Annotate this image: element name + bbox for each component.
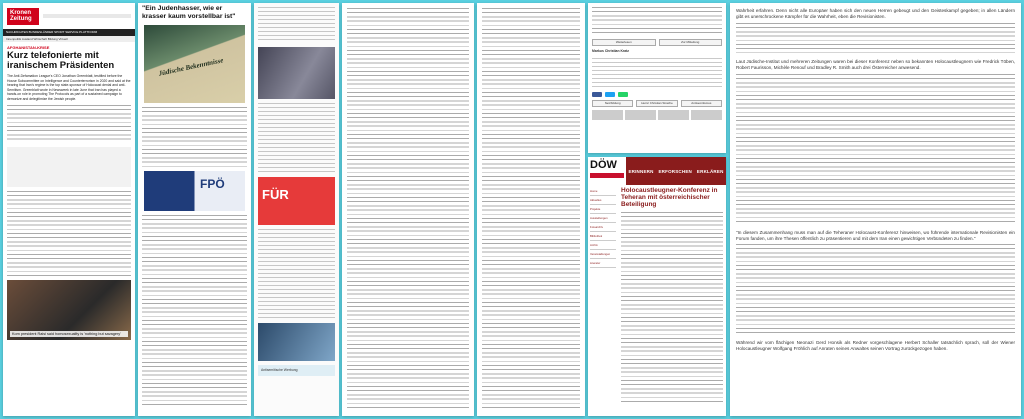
- shop-item[interactable]: [691, 110, 722, 120]
- article-kicker: AFGHANISTAN-KRISE: [7, 45, 50, 50]
- sidebar-item[interactable]: Bibliothek: [590, 232, 616, 241]
- twitter-icon[interactable]: [605, 92, 615, 97]
- krone-logo[interactable]: Kronen Zeitung: [7, 8, 39, 25]
- fpoe-label: FPÖ: [200, 177, 225, 191]
- sidebar-item[interactable]: Ausstellungen: [590, 214, 616, 223]
- panel2-text: [142, 107, 247, 167]
- tag-2[interactable]: Heinz Christian Strache: [636, 100, 677, 107]
- fpoe-poster: [258, 177, 335, 225]
- whatsapp-icon[interactable]: [618, 92, 628, 97]
- dow-article-body: [621, 212, 723, 402]
- message-button[interactable]: Zur Mitteilung: [659, 39, 723, 46]
- article-panel-6: [588, 3, 726, 153]
- nav-erforschen[interactable]: ERFORSCHEN: [658, 168, 692, 174]
- shop-item[interactable]: [592, 110, 623, 120]
- sidebar-item[interactable]: Literatur: [590, 259, 616, 268]
- p8-text-block-3: [736, 244, 1015, 334]
- facebook-icon[interactable]: [592, 92, 602, 97]
- panel2-text-2: [142, 215, 247, 405]
- dow-page-panel: [588, 157, 726, 416]
- fpoe-image: [144, 171, 245, 211]
- dow-nav: [626, 157, 726, 185]
- sidebar-item[interactable]: Projekte: [590, 205, 616, 214]
- panel5-text: [482, 8, 580, 408]
- p8-intro: Wahrheit erfahren. Denn nicht alle Europäer haben sich den neuen Herren gebeugt und den Geisteskampf gegeben; in allen Ländern gibt es unerschrockene Kämpfer für die Wahrheit, eben die Revisionisten.: [736, 8, 1015, 19]
- article-panel-2: [138, 3, 251, 416]
- tag-1[interactable]: Netzbildung: [592, 100, 633, 107]
- dow-article-title: Holocaustleugner-Konferenz in Teheran mit österreichischer Beteiligung: [621, 187, 718, 208]
- p8-end: Während wir vom flächigen Neonazi Gerd Honsik als Redner vorgeschlagene Herbert Schaller tatsächlich sprach, soll der Wiener Holocaustleugner Wolfgang Fröhlich auf Anraten seines Anwaltes seinen Vortrag zurückgezogen haben.: [736, 340, 1015, 352]
- info-box-text: Antisemitische Werbung: [261, 368, 298, 372]
- panel2-headline: "Ein Judenhasser, wie er krasser kaum vorstellbar ist": [142, 5, 236, 20]
- p8-text-block: [736, 23, 1015, 53]
- nav-erinnern[interactable]: ERINNERN: [628, 168, 654, 174]
- book-cover-image: [144, 25, 245, 103]
- shop-item[interactable]: [625, 110, 656, 120]
- tag-3[interactable]: Antisemitismus: [681, 100, 722, 107]
- panel3-text-2: [258, 103, 335, 173]
- article-panel-3: [254, 3, 339, 416]
- sidebar-item[interactable]: Fotoarchiv: [590, 223, 616, 232]
- poster-text: FÜR: [262, 187, 289, 202]
- article-panel-5: [477, 3, 585, 416]
- article-body-text: [7, 105, 131, 143]
- shop-item[interactable]: [658, 110, 689, 120]
- article-headline: Kurz telefonierte mit iranischem Präsidenten: [7, 50, 115, 71]
- image-caption: Kom president Raisi said homosexuality is 'nothing but savagery': [10, 331, 128, 337]
- video-thumbnail[interactable]: [258, 47, 335, 99]
- article-lead: The Anti-Defamation League's CEO Jonathan Greenblatt, testified before the House Subcommittee on Intelligence and Counterterrorism in 2020 and said at the hearing that Iran's regime is the top state-sponsor of Holocaust denial and anti-Semitism. Greenblatt wrote in Newsweek in late June that Iran has played a hands-on role in promoting The Protocols as part of a sustained campaign to demonize and delegitimize the Jewish people.: [7, 74, 131, 101]
- author-bio: [592, 58, 722, 88]
- panel3-text: [258, 7, 335, 43]
- article-panel-4: [342, 3, 474, 416]
- info-box: [258, 365, 335, 376]
- krone-article-panel: [3, 3, 135, 416]
- article-panel-8: [730, 3, 1021, 416]
- panel6-text: [592, 7, 722, 35]
- nav-erklaeren[interactable]: ERKLÄREN: [696, 168, 724, 174]
- krone-sub-nav[interactable]: Innenpolitik Ausland Wirtschaft Bildung Virtuell: [3, 36, 135, 42]
- article-image: [7, 280, 131, 340]
- p8-text-block-2: [736, 74, 1015, 224]
- dow-sidebar: [588, 185, 618, 404]
- sidebar-item[interactable]: Home: [590, 187, 616, 196]
- book-title: Jüdische Bekenntnisse: [157, 56, 225, 78]
- krone-ad-bar: [43, 14, 131, 18]
- sidebar-item[interactable]: Veranstaltungen: [590, 250, 616, 259]
- author-name[interactable]: Markus Christian Kratz: [592, 49, 629, 53]
- dow-logo[interactable]: DÖW: [588, 157, 626, 185]
- krone-header: [3, 3, 135, 29]
- read-more-button[interactable]: Weiterlesen: [592, 39, 656, 46]
- krone-main-nav[interactable]: NACHRICHTEN BUNDESLÄNDER SPORT SERVICE PLATTFORM: [3, 29, 135, 36]
- p8-quote: "In diesem Zusammenhang muss man auf die Teheraner Holocaust-Konferenz hinweisen, wo führende internationale Revisionisten ein Forum fanden, um ihre Thesen öffentlich zu präsentieren und mit dem Iran einen gewichtigen Verbündeten zu finden.": [736, 229, 1015, 241]
- panel3-image: [258, 323, 335, 361]
- comment-box: [7, 147, 131, 187]
- p8-paragraph: Laut Jüdische-Institut und mehreren Zeitungen waren bei dieser Konferenz neben so bekannten Holocaustleugnern wie Fredrick Töben, Robert Faurisson, Michèle Renouf und Bradley R. Smith auch drei Österreicher anwesend.: [736, 58, 1015, 70]
- panel4-text: [347, 8, 469, 408]
- sidebar-item[interactable]: Archiv: [590, 241, 616, 250]
- sidebar-item[interactable]: Aktuelles: [590, 196, 616, 205]
- panel3-text-3: [258, 229, 335, 319]
- article-body-text-2: [7, 191, 131, 276]
